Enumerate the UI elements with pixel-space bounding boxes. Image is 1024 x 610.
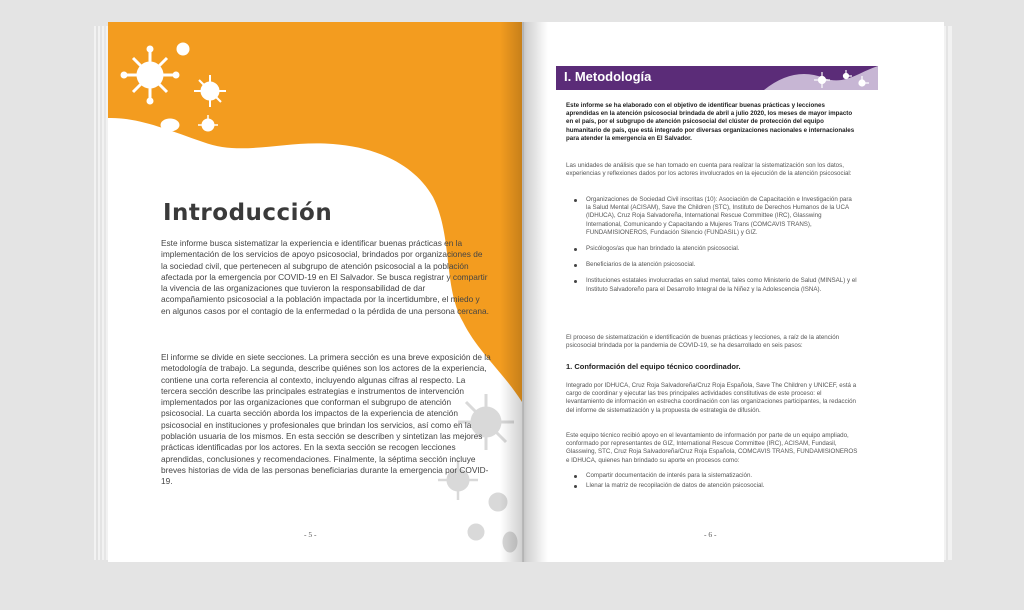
list-item: Beneficiarios de la atención psicosocial. bbox=[566, 261, 858, 269]
page-number-right: - 6 - bbox=[704, 530, 717, 539]
intro-paragraph-1: Este informe busca sistematizar la experiencia e identificar buenas prácticas en la implementación de los servicios de apoyo psicosocial, brindados por organizaciones de la sociedad civil, que pertenecen al subgrupo de atención psicosocial a la población afectada por la emergencia por COVID-19 en El Salvador. Se busca registrar y compartir la vivencia de las organizaciones que tuvieron la responsabilidad de dar acompañamiento psicosocial a la población impactada por la incertidumbre, el miedo y en algunos casos por el contagio de la enfermedad o la pérdida de una persona cercana. bbox=[161, 238, 489, 316]
lead-paragraph: Este informe se ha elaborado con el objetivo de identificar buenas prácticas y lecciones aprendidas en la atención psicosocial brindada de abril a julio 2020, los meses de mayor impacto en el país, por el subgrupo de atención psicosocial del clúster de protección del equipo humanitario de país, que está integrado por diversas organizaciones nacionales e internacionales para atender la emergencia en El Salvador. bbox=[566, 102, 855, 142]
list-item: Compartir documentación de interés para la sistematización. bbox=[566, 472, 858, 480]
list-item: Psicólogos/as que han brindado la atención psicosocial. bbox=[566, 245, 858, 253]
section-title: I. Metodología bbox=[564, 69, 652, 84]
subheading: 1. Conformación del equipo técnico coordinador. bbox=[566, 362, 741, 371]
page-title: Introducción bbox=[163, 200, 333, 226]
intro-paragraph-2: El informe se divide en siete secciones. La primera sección es una breve exposición de la metodología de trabajo. La segunda, describe quiénes son los actores de la experiencia, contiene una corta referencia al contexto, incluyendo algunas cifras al respecto. La tercera sección describe las principales estrategias e instrumentos de intervención implementados por las organizaciones que conforman el subgrupo de atención psicosocial. La cuarta sección aborda los impactos de la experiencia de atención psicosocial en instituciones y profesionales que brindan los servicios, así como en la población usuaria de los mismos. En esta sección se describen y sintetizan las mejores prácticas identificadas por los actores. En la sexta sección se recogen lecciones aprendidas, conclusiones y recomendaciones. Finalmente, la séptima sección incluye breves historias de vida de las personas beneficiarias durante la emergencia por COVID-19. bbox=[161, 352, 491, 487]
right-page bbox=[524, 22, 944, 562]
left-page bbox=[108, 22, 522, 562]
list-item: Llenar la matriz de recopilación de datos de atención psicosocial. bbox=[566, 482, 858, 490]
support-paragraph: Este equipo técnico recibió apoyo en el levantamiento de información por parte de un equipo ampliado, conformado por representantes de GIZ, International Rescue Committee (IRC), ACISAM, Fundasil, Glasswing, STC, Cruz Roja Salvadoreña/Cruz Roja Española, COMCAVIS TRANS, FUNDAMISIONEROS e IDHUCA, quienes han brindado su aporte en procesos como: bbox=[566, 432, 858, 464]
process-paragraph: El proceso de sistematización e identificación de buenas prácticas y lecciones, a raíz de la atención psicosocial brindada por la pandemia de COVID-19, se ha desarrollado en seis pasos: bbox=[566, 334, 840, 350]
team-paragraph: Integrado por IDHUCA, Cruz Roja Salvadoreña/Cruz Roja Española, Save The Children y UNICEF, está a cargo de coordinar y ejecutar las tres principales actividades constitutivas de este proceso: el levantamiento de información en estrecha coordinación con las organizaciones participantes, la redacción del informe de sistematización y la propuesta de estrategia de difusión. bbox=[566, 382, 857, 414]
banner-virus-pattern bbox=[764, 66, 878, 90]
page-number-left: - 5 - bbox=[304, 530, 317, 539]
virus-icons-white bbox=[118, 27, 268, 137]
tasks-list bbox=[566, 472, 858, 492]
actors-list bbox=[566, 196, 858, 302]
list-item: Organizaciones de Sociedad Civil inscritas (10): Asociación de Capacitación e Investigación para la Salud Mental (ACISAM), Save the Children (STC), Instituto de Derechos Humanos de la UCA (IDHUCA), Cruz Roja Salvadoreña, International Rescue Committee (IRC), Glasswing International, Comunicando y Capacitando a Mujeres Trans (COMCAVIS TRANS), FUNDAMISIONEROS, Fundación Silencio (FUNDASIL) y GIZ. bbox=[566, 196, 858, 237]
units-intro-paragraph: Las unidades de análisis que se han tomado en cuenta para realizar la sistematización son los datos, experiencias y reflexiones dados por los actores involucrados en la ejecución de la atención psicosocial: bbox=[566, 162, 852, 178]
list-item: Instituciones estatales involucradas en salud mental, tales como Ministerio de Salud (MINSAL) y el Instituto Salvadoreño para el Desarrollo Integral de la Niñez y la Adolescencia (ISNA). bbox=[566, 277, 858, 293]
